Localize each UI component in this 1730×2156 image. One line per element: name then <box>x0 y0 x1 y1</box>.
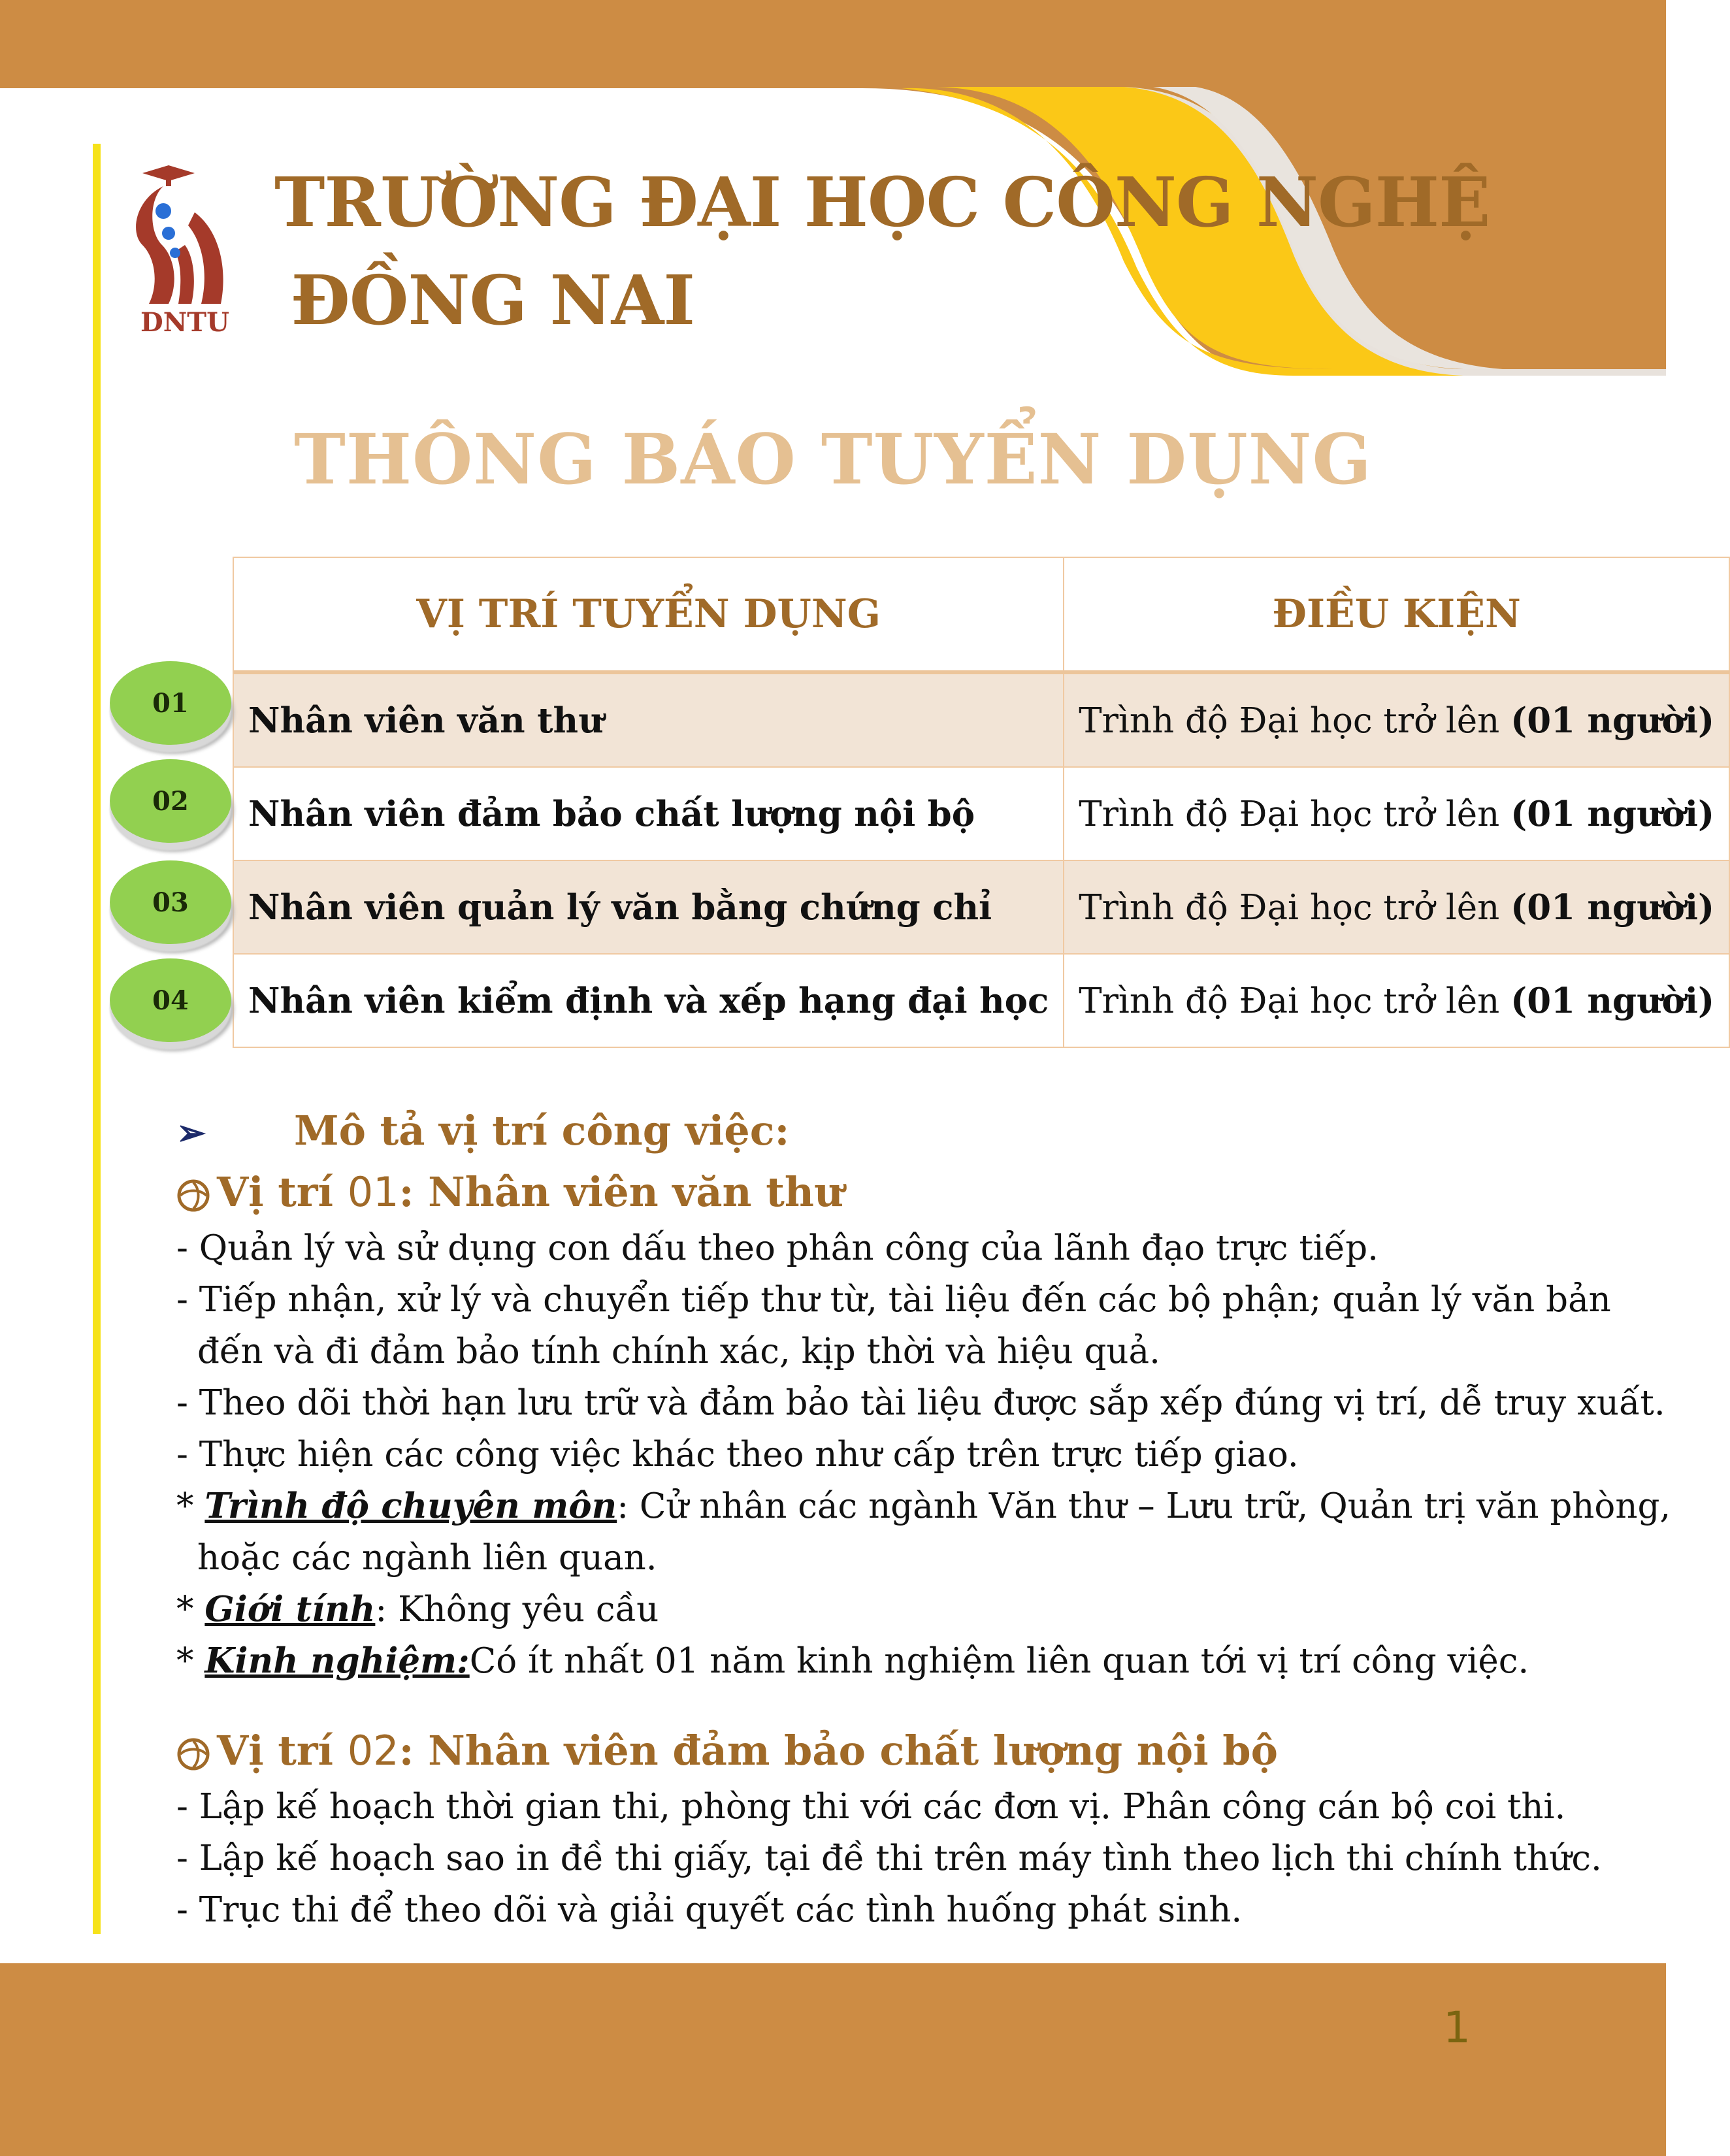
gender-label: Giới tính <box>204 1589 376 1629</box>
job-01-requirement-gender: * Giới tính: Không yêu cầu <box>176 1589 659 1629</box>
quota-text: (01 người) <box>1510 793 1715 834</box>
dntu-logo <box>123 160 247 336</box>
experience-label: Kinh nghiệm: <box>204 1641 470 1681</box>
quota-text: (01 người) <box>1510 980 1715 1021</box>
job-01-duty: - Quản lý và sử dụng con dấu theo phân công của lãnh đạo trực tiếp. <box>176 1228 1379 1268</box>
job-01-requirement-experience: * Kinh nghiệm:Có ít nhất 01 năm kinh nghiệm liên quan tới vị trí công việc. <box>176 1641 1529 1681</box>
row-badge-02: 02 <box>110 759 231 843</box>
column-header-position: VỊ TRÍ TUYỂN DỤNG <box>233 557 1064 672</box>
table-row <box>233 672 1729 767</box>
job-02-duty: - Lập kế hoạch thời gian thi, phòng thi với các đơn vị. Phân công cán bộ coi thi. <box>176 1787 1566 1827</box>
condition-cell <box>1064 672 1729 767</box>
job-01-duty: - Tiếp nhận, xử lý và chuyển tiếp thư từ, tài liệu đến các bộ phận; quản lý văn bản <box>176 1280 1611 1320</box>
table-header-row <box>233 557 1729 672</box>
condition-text: Trình độ Đại học trở lên <box>1079 794 1511 834</box>
position-cell: Nhân viên kiểm định và xếp hạng đại học <box>233 954 1064 1047</box>
job-01-heading <box>176 1162 1535 1222</box>
swirl-bullet-icon <box>176 1179 210 1213</box>
row-badge-03: 03 <box>110 860 231 944</box>
job-01-duty: - Theo dõi thời hạn lưu trữ và đảm bảo tài liệu được sắp xếp đúng vị trí, dễ truy xuất. <box>176 1383 1665 1423</box>
job-01-requirement-qualification-cont: hoặc các ngành liên quan. <box>197 1538 657 1578</box>
position-cell: Nhân viên văn thư <box>233 672 1064 767</box>
gender-text: : Không yêu cầu <box>375 1590 659 1629</box>
job-01-title-prefix: Vị trí <box>217 1168 348 1216</box>
condition-text: Trình độ Đại học trở lên <box>1079 887 1511 928</box>
arrow-bullet-icon: ➢ <box>176 1111 206 1153</box>
condition-cell <box>1064 954 1729 1047</box>
condition-text: Trình độ Đại học trở lên <box>1079 700 1511 741</box>
job-01-duty: đến và đi đảm bảo tính chính xác, kịp thời và hiệu quả. <box>197 1331 1160 1371</box>
qualification-label: Trình độ chuyên môn <box>204 1486 617 1526</box>
position-cell: Nhân viên đảm bảo chất lượng nội bộ <box>233 767 1064 860</box>
row-badge-01: 01 <box>110 661 231 745</box>
job-02-number: 02 <box>347 1727 399 1774</box>
column-header-condition: ĐIỀU KIỆN <box>1064 557 1729 672</box>
description-heading <box>176 1101 1535 1162</box>
job-02-heading <box>176 1721 1535 1781</box>
table-row <box>233 954 1729 1047</box>
condition-cell <box>1064 767 1729 860</box>
table-row <box>233 860 1729 954</box>
job-description <box>176 1101 1671 1936</box>
job-01-title: : Nhân viên văn thư <box>399 1168 843 1216</box>
page-number: 1 <box>1443 2002 1471 2053</box>
qualification-text: : Cử nhân các ngành Văn thư – Lưu trữ, Quản trị văn phòng, <box>617 1486 1671 1526</box>
row-badge-04: 04 <box>110 958 231 1042</box>
university-title-line-2: ĐỒNG NAI <box>291 260 694 340</box>
quota-text: (01 người) <box>1510 700 1715 741</box>
condition-text: Trình độ Đại học trở lên <box>1079 981 1511 1021</box>
experience-text: Có ít nhất 01 năm kinh nghiệm liên quan tới vị trí công việc. <box>469 1641 1529 1681</box>
university-title-line-1: TRƯỜNG ĐẠI HỌC CÔNG NGHỆ <box>274 162 1490 242</box>
position-cell: Nhân viên quản lý văn bằng chứng chỉ <box>233 860 1064 954</box>
left-accent-rule <box>93 144 101 1934</box>
positions-table <box>233 557 1730 1048</box>
description-heading-text: Mô tả vị trí công việc: <box>294 1107 790 1154</box>
section-gap <box>176 1687 1535 1721</box>
notice-title: THÔNG BÁO TUYỂN DỤNG <box>293 418 1373 500</box>
table-row <box>233 767 1729 860</box>
condition-cell <box>1064 860 1729 954</box>
swirl-bullet-icon <box>176 1737 210 1771</box>
footer-band <box>0 1963 1666 2156</box>
job-02-duty: - Trục thi để theo dõi và giải quyết các tình huống phát sinh. <box>176 1890 1243 1930</box>
job-02-title-prefix: Vị trí <box>217 1727 348 1774</box>
job-02-title: : Nhân viên đảm bảo chất lượng nội bộ <box>399 1727 1279 1774</box>
quota-text: (01 người) <box>1510 887 1715 928</box>
job-01-duty: - Thực hiện các công việc khác theo như cấp trên trực tiếp giao. <box>176 1435 1299 1475</box>
job-01-number: 01 <box>347 1168 399 1216</box>
job-02-duty: - Lập kế hoạch sao in đề thi giấy, tại đề thi trên máy tình theo lịch thi chính thức. <box>176 1838 1602 1878</box>
logo-wordmark: DNTU <box>140 307 229 338</box>
job-01-requirement-qualification: * Trình độ chuyên môn: Cử nhân các ngành Văn thư – Lưu trữ, Quản trị văn phòng, <box>176 1486 1671 1526</box>
